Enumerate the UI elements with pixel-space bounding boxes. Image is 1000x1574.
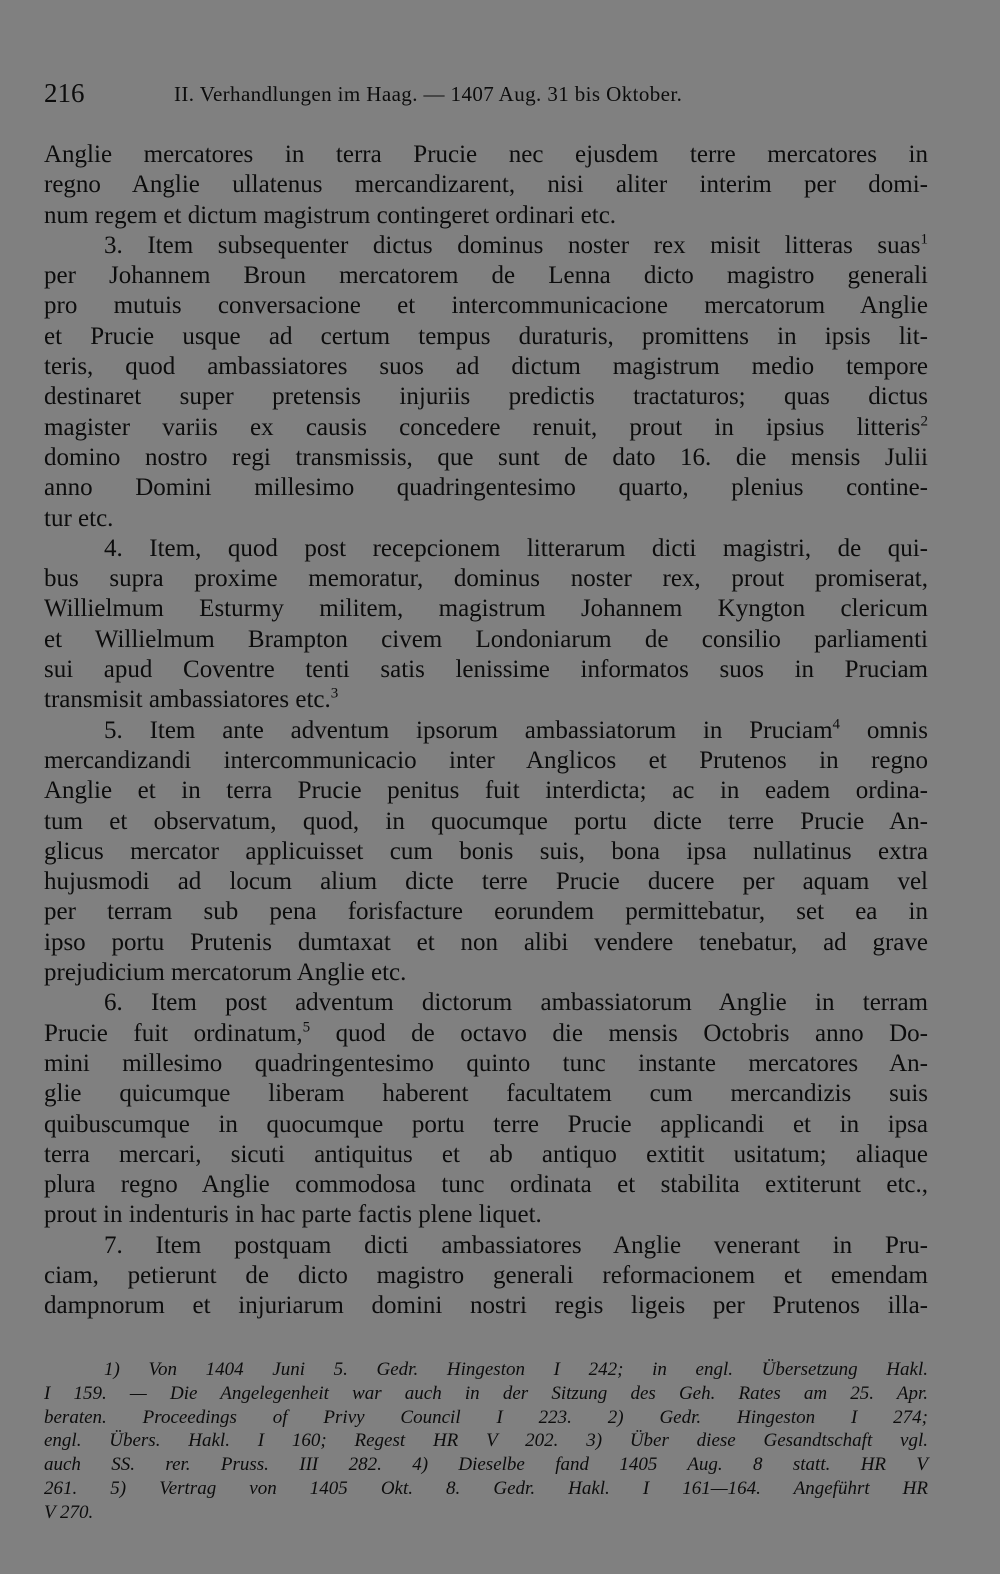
text-line bbox=[44, 928, 928, 958]
text-line bbox=[44, 1231, 928, 1261]
text-line bbox=[44, 1079, 928, 1109]
text-line bbox=[44, 201, 928, 231]
text-line-text: quibuscumque in quocumque portu terre Prucie applicandi et in ipsa bbox=[44, 1110, 928, 1138]
text-line-text: per Johannem Broun mercatorem de Lenna dicto magistro generali bbox=[44, 262, 928, 290]
text-line bbox=[44, 685, 928, 715]
text-line bbox=[44, 382, 928, 412]
text-line bbox=[44, 140, 928, 170]
text-line bbox=[44, 231, 928, 261]
text-line-text: prejudicium mercatorum Anglie etc. bbox=[44, 959, 407, 987]
text-line-text-cont: quod de octavo die mensis Octobris anno Do- bbox=[310, 1019, 929, 1047]
text-line-text: per terram sub pena forisfacture eorundem permittebatur, set ea in bbox=[44, 898, 928, 926]
text-line bbox=[44, 655, 928, 685]
text-line-text: dampnorum et injuriarum domini nostri regis ligeis per Prutenos illa- bbox=[44, 1292, 928, 1320]
footnote-line-text: 261. 5) Vertrag von 1405 Okt. 8. Gedr. Hakl. I 161—164. Angeführt HR bbox=[44, 1477, 928, 1499]
text-line-text: hujusmodi ad locum alium dicte terre Prucie ducere per aquam vel bbox=[44, 868, 928, 896]
footnote-line bbox=[44, 1406, 928, 1430]
text-line-text: transmisit ambassiatores etc. bbox=[44, 686, 331, 714]
footnote-line-text: I 159. — Die Angelegenheit war auch in der Sitzung des Geh. Rates am 25. Apr. bbox=[44, 1382, 928, 1404]
footnote-marker: 2 bbox=[920, 413, 928, 430]
text-line-text: glie quicumque liberam haberent facultatem cum mercandizis suis bbox=[44, 1080, 928, 1108]
footnote-line-text: auch SS. rer. Pruss. III 282. 4) Dieselbe fand 1405 Aug. 8 statt. HR V bbox=[44, 1454, 928, 1476]
text-line-text: pro mutuis conversacione et intercommunicacione mercatorum Anglie bbox=[44, 292, 928, 320]
text-line-text: num regem et dictum magistrum contingeret ordinari etc. bbox=[44, 201, 617, 229]
text-line bbox=[44, 413, 928, 443]
text-line-text: et Prucie usque ad certum tempus duraturis, promittens in ipsis lit- bbox=[44, 322, 928, 350]
footnote-line-text: engl. Übers. Hakl. I 160; Regest HR V 202. 3) Über diese Gesandtschaft vgl. bbox=[44, 1430, 928, 1452]
text-line bbox=[44, 1291, 928, 1321]
text-line-text: Anglie et in terra Prucie penitus fuit interdicta; ac in eadem ordina- bbox=[44, 777, 928, 805]
footnote-line-text: beraten. Proceedings of Privy Council I 223. 2) Gedr. Hingeston I 274; bbox=[44, 1406, 928, 1428]
text-line bbox=[44, 625, 928, 655]
text-line bbox=[44, 746, 928, 776]
text-line bbox=[44, 776, 928, 806]
text-line bbox=[44, 594, 928, 624]
text-line-text: magister variis ex causis concedere renuit, prout in ipsius litteris bbox=[44, 413, 921, 441]
text-line-text: Anglie mercatores in terra Prucie nec ejusdem terre mercatores in bbox=[44, 141, 928, 168]
text-line-text: 7. Item postquam dicti ambassiatores Anglie venerant in Pru- bbox=[104, 1231, 928, 1259]
text-line-text: glicus mercator applicuisset cum bonis suis, bona ipsa nullatinus extra bbox=[44, 837, 928, 865]
footnote-line bbox=[44, 1501, 928, 1525]
text-line-text: destinaret super pretensis injuriis predictis tractaturos; quas dictus bbox=[44, 383, 928, 411]
text-line-text: mercandizandi intercommunicacio inter Anglicos et Prutenos in regno bbox=[44, 746, 928, 774]
text-line-text: mini millesimo quadringentesimo quinto tunc instante mercatores An- bbox=[44, 1049, 928, 1077]
text-line-text: teris, quod ambassiatores suos ad dictum magistrum medio tempore bbox=[44, 353, 928, 381]
text-line-text: ipso portu Prutenis dumtaxat et non alibi vendere tenebatur, ad grave bbox=[44, 928, 928, 956]
text-line bbox=[44, 504, 928, 534]
text-line bbox=[44, 170, 928, 200]
text-line bbox=[44, 1261, 928, 1291]
text-line-text: anno Domini millesimo quadringentesimo quarto, plenius contine- bbox=[44, 474, 928, 502]
text-line-text: 3. Item subsequenter dictus dominus noster rex misit litteras suas bbox=[104, 231, 921, 259]
text-line bbox=[44, 716, 928, 746]
footnote-line bbox=[44, 1453, 928, 1477]
running-header bbox=[44, 78, 928, 114]
text-line bbox=[44, 534, 928, 564]
text-line bbox=[44, 1019, 928, 1049]
text-line-text: 5. Item ante adventum ipsorum ambassiatorum in Pruciam bbox=[104, 716, 833, 744]
text-line-text: 4. Item, quod post recepcionem litterarum dicti magistri, de qui- bbox=[104, 534, 928, 562]
text-line-text-cont: omnis bbox=[840, 716, 928, 744]
text-line bbox=[44, 897, 928, 927]
text-line bbox=[44, 867, 928, 897]
text-line bbox=[44, 322, 928, 352]
text-line bbox=[44, 261, 928, 291]
text-line-text: regno Anglie ullatenus mercandizarent, nisi aliter interim per domi- bbox=[44, 171, 928, 199]
text-line-text: tur etc. bbox=[44, 504, 114, 532]
footnote-marker: 5 bbox=[302, 1019, 311, 1036]
text-line-text: sui apud Coventre tenti satis lenissime informatos suos in Pruciam bbox=[44, 656, 928, 684]
text-line-text: plura regno Anglie commodosa tunc ordinata et stabilita extiterunt etc., bbox=[44, 1171, 928, 1199]
footnote-marker: 1 bbox=[920, 231, 928, 248]
running-title: II. Verhandlungen im Haag. — 1407 Aug. 31 bis Oktober. bbox=[174, 82, 683, 106]
text-line-text: bus supra proxime memoratur, dominus noster rex, prout promiserat, bbox=[44, 565, 928, 593]
text-line bbox=[44, 1140, 928, 1170]
page-number: 216 bbox=[44, 78, 85, 108]
footnote-line-text: 1) Von 1404 Juni 5. Gedr. Hingeston I 242; in engl. Übersetzung Hakl. bbox=[104, 1359, 928, 1380]
text-line bbox=[44, 1049, 928, 1079]
text-line bbox=[44, 352, 928, 382]
footnote-line bbox=[44, 1429, 928, 1453]
text-line-text: tum et observatum, quod, in quocumque portu dicte terre Prucie An- bbox=[44, 807, 928, 835]
text-line-text: prout in indenturis in hac parte factis plene liquet. bbox=[44, 1201, 542, 1229]
main-text bbox=[44, 140, 928, 1322]
text-line-text: Willielmum Esturmy militem, magistrum Johannem Kyngton clericum bbox=[44, 595, 928, 623]
footnote-line bbox=[44, 1382, 928, 1406]
text-line bbox=[44, 807, 928, 837]
text-line-text: domino nostro regi transmissis, que sunt de dato 16. die mensis Julii bbox=[44, 443, 928, 471]
text-line-text: Prucie fuit ordinatum, bbox=[44, 1019, 303, 1047]
footnote-line bbox=[44, 1477, 928, 1501]
text-line bbox=[44, 473, 928, 503]
text-line bbox=[44, 443, 928, 473]
text-line bbox=[44, 837, 928, 867]
footnotes bbox=[44, 1358, 928, 1525]
text-line-text: ciam, petierunt de dicto magistro generali reformacionem et emendam bbox=[44, 1261, 928, 1289]
footnote-marker: 3 bbox=[330, 686, 339, 703]
text-line bbox=[44, 1110, 928, 1140]
text-line bbox=[44, 564, 928, 594]
footnote-line-text: V 270. bbox=[44, 1501, 94, 1523]
text-line bbox=[44, 988, 928, 1018]
footnote-line bbox=[44, 1358, 928, 1382]
text-line bbox=[44, 958, 928, 988]
text-line bbox=[44, 1170, 928, 1200]
text-line bbox=[44, 291, 928, 321]
text-line bbox=[44, 1200, 928, 1230]
text-line-text: et Willielmum Brampton civem Londoniarum de consilio parliamenti bbox=[44, 625, 928, 653]
text-line-text: terra mercari, sicuti antiquitus et ab antiquo extitit usitatum; aliaque bbox=[44, 1140, 928, 1168]
footnote-marker: 4 bbox=[832, 716, 841, 733]
text-line-text: 6. Item post adventum dictorum ambassiatorum Anglie in terram bbox=[104, 989, 928, 1017]
